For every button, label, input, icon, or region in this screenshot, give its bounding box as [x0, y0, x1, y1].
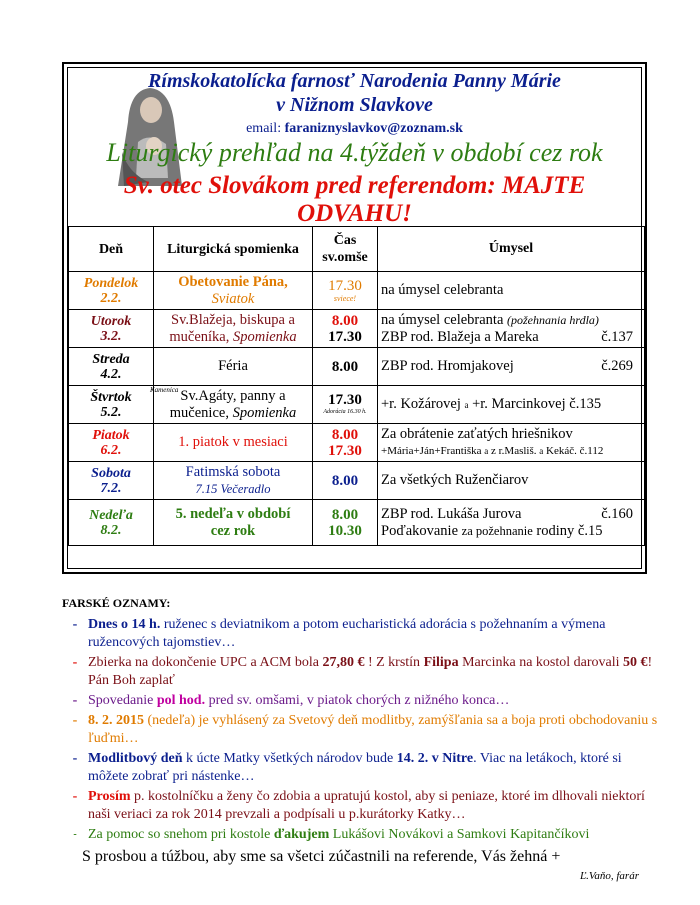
liturgy-cell	[154, 310, 313, 348]
liturgy-name: Sv.Agáty, panny a	[180, 387, 286, 404]
notice-item	[62, 750, 662, 786]
day-name: Sobota	[91, 465, 131, 481]
day-name: Streda	[92, 351, 130, 367]
notice-bold-2: Filipa	[423, 655, 459, 670]
intention: na úmysel celebranta	[381, 282, 504, 298]
notice-bold-2: 14. 2. v Nitre	[396, 751, 474, 766]
notice-text	[88, 692, 662, 710]
notice-body: Zbierka na dokončenie UPC a ACM bola	[88, 655, 323, 670]
day-date: 8.2.	[100, 522, 122, 538]
header-time	[313, 227, 378, 272]
header-day: Deň	[69, 227, 154, 272]
bulletin-inner	[67, 67, 642, 569]
time-note: sviece!	[333, 294, 357, 303]
notice-bullet: -	[73, 829, 77, 840]
notice-item	[62, 654, 662, 690]
intention-cell	[378, 310, 645, 348]
intention-and: a	[484, 445, 489, 456]
header-time-2: sv.omše	[322, 250, 368, 265]
mass-time: 17.30	[328, 392, 362, 408]
table-row	[69, 462, 645, 500]
liturgy-cell	[154, 500, 313, 546]
liturgy-cell	[154, 462, 313, 500]
intention-and-2: a	[539, 445, 544, 456]
time-cell	[313, 272, 378, 310]
intention-number: č.137	[601, 328, 633, 345]
intention-3: za požehnanie	[461, 523, 533, 538]
time-cell	[313, 424, 378, 462]
intention: Za obrátenie zaťatých hriešnikov	[381, 425, 573, 442]
intention-cell	[378, 500, 645, 546]
intention-3: z r.Masliš.	[490, 444, 537, 457]
email-label: email:	[246, 121, 285, 136]
intention-cell	[378, 424, 645, 462]
notice-body-2: Lukášovi Novákovi a Samkovi Kapitančíkovi	[329, 827, 590, 842]
mass-time-2: 17.30	[328, 328, 362, 345]
header-time-1: Čas	[333, 233, 357, 248]
intention-4: Kekáč.	[546, 444, 577, 457]
table-row	[69, 424, 645, 462]
day-date: 5.2.	[100, 404, 122, 420]
header-liturgy: Liturgická spomienka	[154, 227, 313, 272]
notice-body: (nedeľa) je vyhlásený za Svetový deň modlitby, zamýšľania sa a boja proti obchodovaniu s ľuďmi…	[88, 713, 658, 746]
time-cell	[313, 348, 378, 386]
notices-title: FARSKÉ OZNAMY:	[62, 596, 171, 610]
notice-body: Za pomoc so snehom pri kostole	[88, 827, 274, 842]
time-cell	[313, 500, 378, 546]
liturgy-note: Kamenica	[150, 386, 179, 394]
liturgy-cell	[154, 386, 313, 424]
liturgy-name: 5. nedeľa v období	[175, 505, 291, 522]
table-header-row	[69, 227, 645, 272]
mass-time-2: 10.30	[328, 522, 362, 539]
notice-body: ruženec s deviatnikom a potom eucharistická adorácia s požehnaním a výmena ružencových tajomstiev…	[88, 617, 606, 650]
liturgy-name-2: mučeníka,	[169, 328, 233, 345]
notice-bold: Dnes o 14 h.	[88, 617, 161, 632]
liturgy-cell	[154, 272, 313, 310]
liturgy-name: Obetovanie Pána,	[178, 273, 288, 290]
intention: ZBP rod. Hromjakovej	[381, 358, 514, 374]
day-cell	[69, 386, 154, 424]
day-name: Utorok	[90, 313, 132, 329]
day-cell	[69, 500, 154, 546]
notice-item	[62, 788, 662, 824]
intention-number: č.269	[601, 358, 633, 374]
mass-time: 8.00	[331, 426, 359, 443]
day-name: Štvrtok	[90, 389, 132, 405]
intention-note: (požehnania hrdla)	[507, 312, 599, 327]
notice-body: Spovedanie	[88, 693, 157, 708]
notice-body-2: ! Z krstín	[364, 655, 424, 670]
header	[68, 68, 641, 226]
parish-location: v Nižnom Slavkove	[276, 94, 433, 116]
notice-body: p. kostolníčku a ženy čo zdobia a upratujú kostol, aby si peniaze, ktoré im dlhovali niektorí naši veriaci za rok 2014 prevzali a podpísali u p.kurátorky Katky…	[88, 789, 645, 822]
intention-cell	[378, 272, 645, 310]
mass-time: 8.00	[331, 358, 359, 375]
notice-text	[88, 712, 662, 748]
liturgy-name: Féria	[218, 358, 248, 374]
intention-and: a	[464, 399, 469, 410]
time-cell	[313, 386, 378, 424]
header-intention: Úmysel	[378, 227, 645, 272]
intention-cell	[378, 386, 645, 424]
intention: Za všetkých Ruženčiarov	[381, 472, 529, 488]
notice-text	[88, 654, 662, 690]
notice-item	[62, 712, 662, 748]
intention-2: +r. Marcinkovej	[472, 395, 566, 412]
day-cell	[69, 348, 154, 386]
notice-item	[62, 826, 662, 844]
day-name: Piatok	[92, 427, 130, 443]
notice-bold-3: 50 €	[623, 655, 648, 670]
day-cell	[69, 424, 154, 462]
intention-cell	[378, 348, 645, 386]
notice-body-3: Marcinka na kostol darovali	[458, 655, 624, 670]
notice-text	[88, 616, 662, 652]
liturgy-rank: Sviatok	[211, 290, 255, 307]
mass-time: 8.00	[331, 472, 359, 489]
table-row	[69, 386, 645, 424]
parish-name: Rímskokatolícka farnosť Narodenia Panny Márie	[148, 70, 561, 92]
liturgy-rank: Spomienka	[232, 404, 297, 421]
table-row	[69, 310, 645, 348]
notice-bullet: -	[72, 617, 78, 632]
email-address: faraniznyslavkov@zoznam.sk	[284, 121, 463, 136]
intention-number: č.160	[601, 505, 633, 522]
notice-bold: 8. 2. 2015	[88, 713, 144, 728]
time-cell	[313, 310, 378, 348]
intention-2: +Mária+Ján+Františka	[381, 444, 482, 457]
time-cell	[313, 462, 378, 500]
day-cell	[69, 310, 154, 348]
liturgy-rank: Spomienka	[233, 328, 297, 345]
intention: ZBP rod. Lukáša Jurova	[381, 505, 522, 522]
schedule-table	[68, 226, 645, 546]
intention-4: rodiny č.15	[536, 522, 603, 539]
mass-time: 8.00	[331, 506, 359, 523]
notice-bullet: -	[72, 713, 78, 728]
table-row	[69, 272, 645, 310]
intention-number: č.135	[569, 395, 602, 412]
notice-bullet: -	[72, 751, 78, 766]
day-date: 7.2.	[100, 480, 122, 496]
liturgy-name: Fatimská sobota	[185, 463, 281, 480]
parish-notices	[62, 594, 662, 846]
notice-bold: Modlitbový deň	[88, 751, 183, 766]
mass-time: 17.30	[328, 278, 362, 294]
intention: na úmysel celebranta	[381, 311, 504, 328]
intention-2: Poďakovanie	[381, 522, 459, 539]
notice-bold: Prosím	[88, 789, 131, 804]
liturgy-name-2: cez rok	[210, 522, 256, 539]
bulletin-title: Liturgický prehľad na 4.týždeň v období cez rok	[106, 138, 603, 167]
intention-cell	[378, 462, 645, 500]
bulletin-frame	[62, 62, 647, 574]
mass-time-2: 17.30	[328, 442, 362, 459]
notice-body: k úcte Matky všetkých národov bude	[182, 751, 397, 766]
notice-bullet: -	[72, 693, 78, 708]
liturgy-cell	[150, 348, 313, 394]
day-date: 3.2.	[100, 328, 122, 344]
notice-body-4: ! Pán Boh zaplať	[88, 655, 653, 688]
notice-bold: ďakujem	[273, 827, 330, 842]
liturgy-name-2: mučenice,	[169, 404, 233, 421]
day-date: 4.2.	[100, 366, 122, 382]
liturgy-name: 1. piatok v mesiaci	[178, 434, 288, 450]
table-row	[69, 348, 645, 386]
day-cell	[69, 462, 154, 500]
notice-item	[62, 692, 662, 710]
notice-bullet: -	[72, 789, 78, 804]
notice-text	[88, 750, 662, 786]
notice-text	[88, 788, 662, 824]
day-date: 6.2.	[100, 442, 122, 458]
time-note: Adorácia 16.30 h.	[323, 409, 367, 415]
table-row	[69, 500, 645, 546]
liturgy-cell	[154, 424, 313, 462]
intention-number: č.112	[579, 444, 604, 457]
notice-bold: pol hod.	[156, 693, 206, 708]
day-name: Pondelok	[83, 275, 139, 291]
day-name: Nedeľa	[89, 507, 133, 523]
notice-bold: 27,80 €	[322, 655, 365, 670]
notice-body-2: pred sv. omšami, v piatok chorých z nižného konca…	[205, 693, 510, 708]
notice-bullet: -	[72, 655, 78, 670]
liturgy-note: 7.15 Večeradlo	[195, 481, 271, 496]
closing-line: S prosbou a túžbou, aby sme sa všetci zúčastnili na referende, Vás žehná +	[82, 848, 561, 865]
day-date: 2.2.	[100, 290, 122, 306]
headline: Sv. otec Slovákom pred referendom: MAJTE ODVAHU!	[123, 172, 586, 227]
notice-item	[62, 616, 662, 652]
mass-time: 8.00	[331, 312, 359, 329]
intention: +r. Kožárovej	[381, 395, 461, 412]
intention-2: ZBP rod. Blažeja a Mareka	[381, 328, 539, 345]
email-line	[68, 121, 641, 137]
liturgy-name: Sv.Blažeja, biskupa a	[171, 311, 295, 328]
notice-body-2: . Viac na letákoch, ktoré si môžete zobrať pri nástenke…	[88, 751, 622, 784]
notice-text	[88, 826, 662, 844]
signature: Ľ.Vaňo, farár	[580, 870, 639, 882]
day-cell	[69, 272, 154, 310]
